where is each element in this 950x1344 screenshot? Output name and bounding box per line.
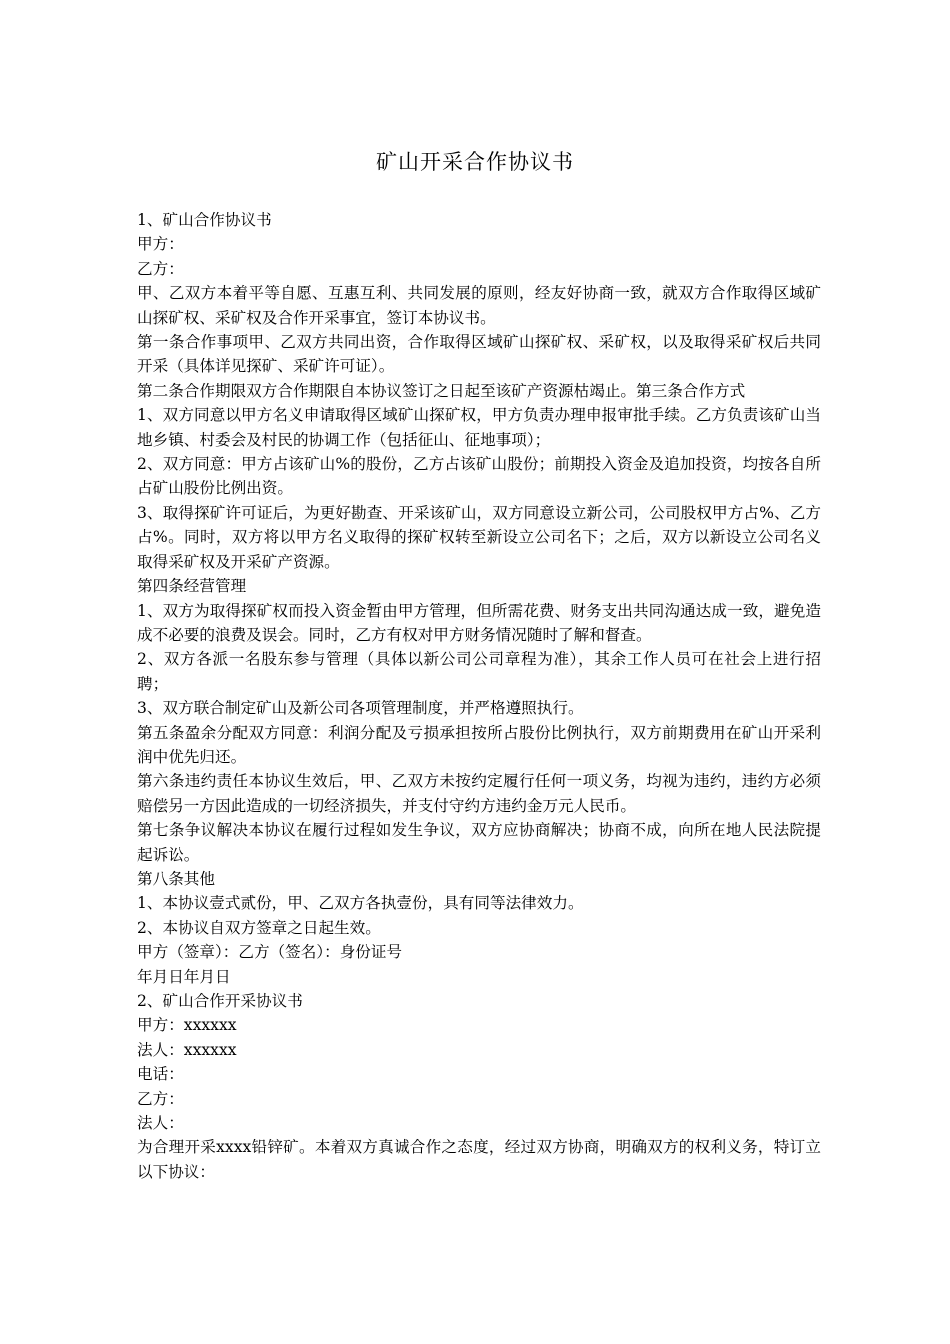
paragraph: 第一条合作事项甲、乙双方共同出资，合作取得区域矿山探矿权、采矿权，以及取得采矿权后共同开采（具体详见探矿、采矿许可证）。	[137, 333, 821, 376]
paragraph: 第八条其他	[137, 869, 215, 888]
document-title: 矿山开采合作协议书	[376, 150, 574, 174]
paragraph: 2、本协议自双方签章之日起生效。	[137, 918, 381, 937]
paragraph: 1、双方为取得探矿权而投入资金暂由甲方管理，但所需花费、财务支出共同沟通达成一致，避免造成不必要的浪费及误会。同时，乙方有权对甲方财务情况随时了解和督查。	[137, 601, 821, 644]
paragraph: 1、双方同意以甲方名义申请取得区域矿山探矿权，甲方负责办理申报审批手续。乙方负责该矿山当地乡镇、村委会及村民的协调工作（包括征山、征地事项）；	[137, 406, 821, 449]
paragraph: 法人：xxxxxx	[137, 1040, 237, 1059]
paragraph: 1、本协议壹式贰份，甲、乙双方各执壹份，具有同等法律效力。	[137, 894, 584, 913]
paragraph: 甲方：	[137, 235, 184, 254]
paragraph: 第七条争议解决本协议在履行过程如发生争议，双方应协商解决；协商不成，向所在地人民法院提起诉讼。	[137, 821, 821, 864]
paragraph: 2、矿山合作开采协议书	[137, 992, 303, 1010]
paragraph: 第六条违约责任本协议生效后，甲、乙双方未按约定履行任何一项义务，均视为违约，违约方必须赔偿另一方因此造成的一切经济损失，并支付守约方违约金万元人民币。	[137, 772, 821, 815]
document-body	[137, 208, 821, 1184]
paragraph: 甲、乙双方本着平等自愿、互惠互利、共同发展的原则，经友好协商一致，就双方合作取得区域矿山探矿权、采矿权及合作开采事宜，签订本协议书。	[137, 284, 821, 327]
paragraph: 乙方：	[137, 1089, 184, 1108]
paragraph: 第四条经营管理	[137, 577, 247, 596]
paragraph: 年月日年月日	[137, 967, 231, 986]
paragraph: 电话：	[137, 1065, 184, 1084]
paragraph: 乙方：	[137, 259, 184, 278]
paragraph: 法人：	[137, 1114, 184, 1133]
paragraph: 2、双方同意：甲方占该矿山%的股份，乙方占该矿山股份；前期投入资金及追加投资，均按各自所占矿山股份比例出资。	[137, 455, 821, 498]
paragraph: 甲方：xxxxxx	[137, 1016, 237, 1035]
paragraph: 为合理开采xxxx铅锌矿。本着双方真诚合作之态度，经过双方协商，明确双方的权利义务，特订立以下协议：	[137, 1138, 821, 1181]
paragraph: 第五条盈余分配双方同意：利润分配及亏损承担按所占股份比例执行，双方前期费用在矿山开采利润中优先归还。	[137, 723, 821, 766]
paragraph: 第二条合作期限双方合作期限自本协议签订之日起至该矿产资源枯竭止。第三条合作方式	[137, 381, 746, 400]
paragraph: 3、取得探矿许可证后，为更好勘查、开采该矿山，双方同意设立新公司，公司股权甲方占%、乙方占%。同时，双方将以甲方名义取得的探矿权转至新设立公司名下；之后，双方以新设立公司名义取得采矿权及开采矿产资源。	[137, 503, 821, 571]
paragraph: 3、双方联合制定矿山及新公司各项管理制度，并严格遵照执行。	[137, 699, 584, 718]
paragraph: 2、双方各派一名股东参与管理（具体以新公司公司章程为准），其余工作人员可在社会上进行招聘；	[137, 650, 821, 693]
paragraph: 1、矿山合作协议书	[137, 211, 272, 229]
paragraph: 甲方（签章）：乙方（签名）：身份证号	[137, 943, 403, 962]
